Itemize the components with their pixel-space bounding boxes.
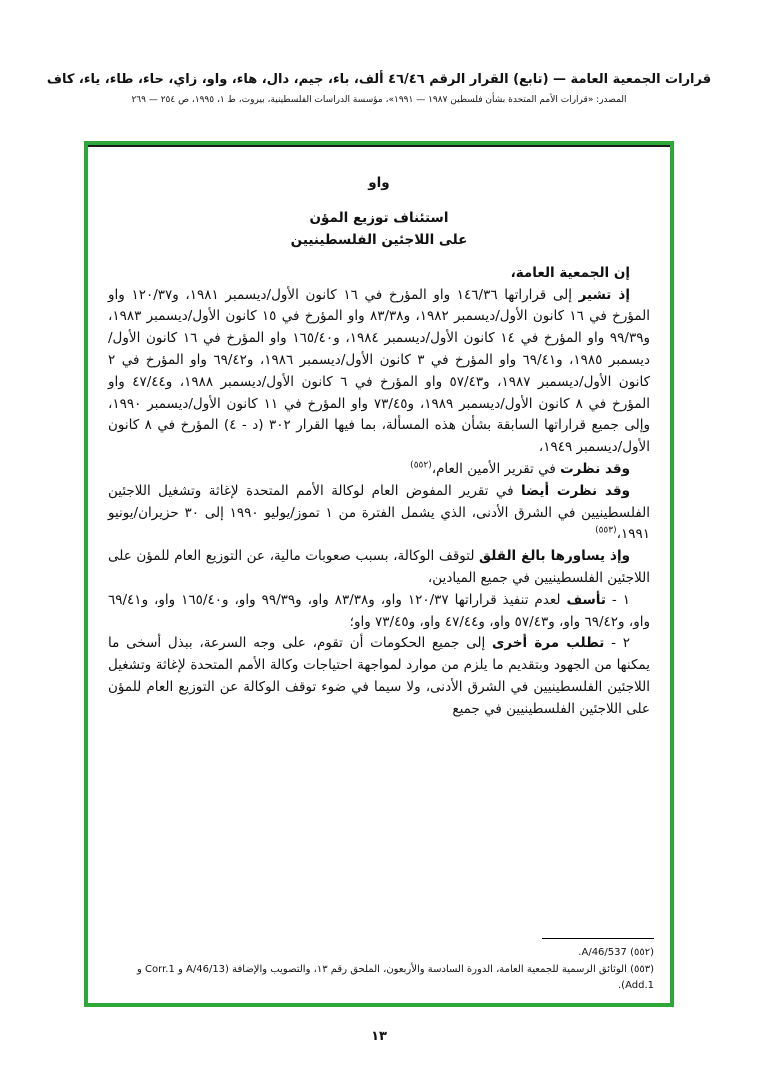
- footnote-ref: (٥٥٣): [595, 525, 617, 536]
- paragraph-lead: تأسف: [566, 591, 606, 608]
- paragraph-lead: تطلب مرة أخرى: [492, 635, 605, 652]
- paragraph-lead: إذ تشير: [578, 286, 630, 303]
- footnote-text: A/46/537.: [578, 946, 627, 958]
- page-header: [40, 72, 718, 105]
- footnote-ref: (٥٥٢): [410, 460, 432, 471]
- paragraph-text: لعدم تنفيذ قراراتها ١٢٠/٣٧ واو، و٨٣/٣٨ واو، و٩٩/٣٩ واو، و١٦٥/٤٠ واو، و٦٩/٤١ واو، و٦٩/٤٢ واو، و٥٧/٤٣ واو، و٤٧/٤٤ واو، و٧٣/٤٥ واو؛: [108, 591, 650, 630]
- paragraph-text: لتوقف الوكالة، بسبب صعوبات مالية، عن التوزيع العام للمؤن على اللاجئين الفلسطينيين في جميع الميادين،: [108, 548, 650, 586]
- footnote-separator: [542, 938, 654, 939]
- paragraph-recalling: [108, 285, 650, 459]
- paragraph-marker: ١ -: [605, 591, 631, 608]
- paragraph-text: إلى جميع الحكومات أن تقوم، على وجه السرعة، ببذل أسخى ما يمكنها من الجهود وبتقديم ما يلزم من موارد لمواجهة احتياجات وكالة الأمم المتحدة لإغاثة وتشغيل اللاجئين الفلسطينيين في الشرق الأدنى، ولا سيما في ضوء توقف الوكالة عن التوزيع العام للمؤن على اللاجئين الفلسطينيين في جميع: [108, 635, 650, 717]
- footnote-text: الوثائق الرسمية للجمعية العامة، الدورة السادسة والأربعون، الملحق رقم ١٣، والتصويب والإضافة (A/46/13 و Corr.1 و Add.1).: [137, 964, 654, 991]
- opening-line: إن الجمعية العامة،: [510, 264, 630, 281]
- paragraph-text: في تقرير الأمين العام،: [431, 460, 561, 477]
- footnotes: [104, 938, 654, 996]
- footnote: [104, 945, 654, 961]
- resolution-title-line2: على اللاجئين الفلسطينيين: [290, 231, 468, 248]
- resolution-title: [108, 207, 650, 251]
- header-title: قرارات الجمعية العامة — (تابع) القرار الرقم ٤٦/٤٦ ألف، باء، جيم، دال، هاء، واو، زاي، حاء، طاء، ياء، كاف: [46, 72, 712, 87]
- paragraph-text: في تقرير المفوض العام لوكالة الأمم المتحدة لإغاثة وتشغيل اللاجئين الفلسطينيين في الشرق الأدنى، الذي يشمل الفترة من ١ تموز/يوليو ١٩٩٠ إلى ٣٠ حزيران/يونيو ١٩٩١،: [108, 482, 650, 543]
- paragraph-concern: [108, 546, 650, 590]
- paragraph-marker: ٢ -: [604, 635, 630, 652]
- resolution-title-line1: استئناف توزيع المؤن: [309, 209, 449, 226]
- paragraph-considered-unrwa-report: [108, 481, 650, 546]
- document-body: [88, 145, 670, 1003]
- paragraph-text: إلى قراراتها ١٤٦/٣٦ واو المؤرخ في ١٦ كانون الأول/ديسمبر ١٩٨١، و١٢٠/٣٧ واو المؤرخ في ١٦ كانون الأول/ديسمبر ١٩٨٢، و٨٣/٣٨ واو المؤرخ في ١٥ كانون الأول/ديسمبر ١٩٨٣، و٩٩/٣٩ واو المؤرخ في ١٤ كانون الأول/ديسمبر ١٩٨٤، و١٦٥/٤٠ واو المؤرخ في ١٦ كانون الأول/ديسمبر ١٩٨٥، و٦٩/٤١ واو المؤرخ في ٣ كانون الأول/ديسمبر ١٩٨٦، و٦٩/٤٢ واو المؤرخ في ٢ كانون الأول/ديسمبر ١٩٨٧، و٥٧/٤٣ واو المؤرخ في ٦ كانون الأول/ديسمبر ١٩٨٨، و٤٧/٤٤ واو المؤرخ في ٨ كانون الأول/ديسمبر ١٩٨٩، و٧٣/٤٥ واو المؤرخ في ١١ كانون الأول/ديسمبر ١٩٩٠، وإلى جميع قراراتها السابقة بشأن هذه المسألة، بما فيها القرار ٣٠٢ (د - ٤) المؤرخ في ٨ كانون الأول/ديسمبر ١٩٤٩،: [108, 286, 651, 456]
- footnote: [104, 962, 654, 993]
- paragraph-lead: وإذ يساورها بالغ القلق: [479, 548, 630, 565]
- paragraph-lead: وقد نظرت أيضا: [521, 482, 630, 499]
- paragraph-operative-2: [108, 633, 650, 720]
- footnote-marker: (٥٥٢): [630, 946, 654, 958]
- header-source-line: المصدر: «قرارات الأمم المتحدة بشأن فلسطين ١٩٨٧ — ١٩٩١»، مؤسسة الدراسات الفلسطينية، بيروت، ط ١، ١٩٩٥، ص ٢٥٤ — ٢٦٩: [131, 95, 627, 105]
- paragraph-considered-sg-report: [108, 459, 650, 481]
- paragraph-lead: وقد نظرت: [560, 460, 630, 477]
- footnote-marker: (٥٥٣): [630, 964, 654, 975]
- page-number: ١٣: [371, 1029, 387, 1044]
- paragraph-operative-1: [108, 590, 650, 634]
- section-letter: واو: [368, 175, 390, 191]
- document-frame: [84, 141, 674, 1007]
